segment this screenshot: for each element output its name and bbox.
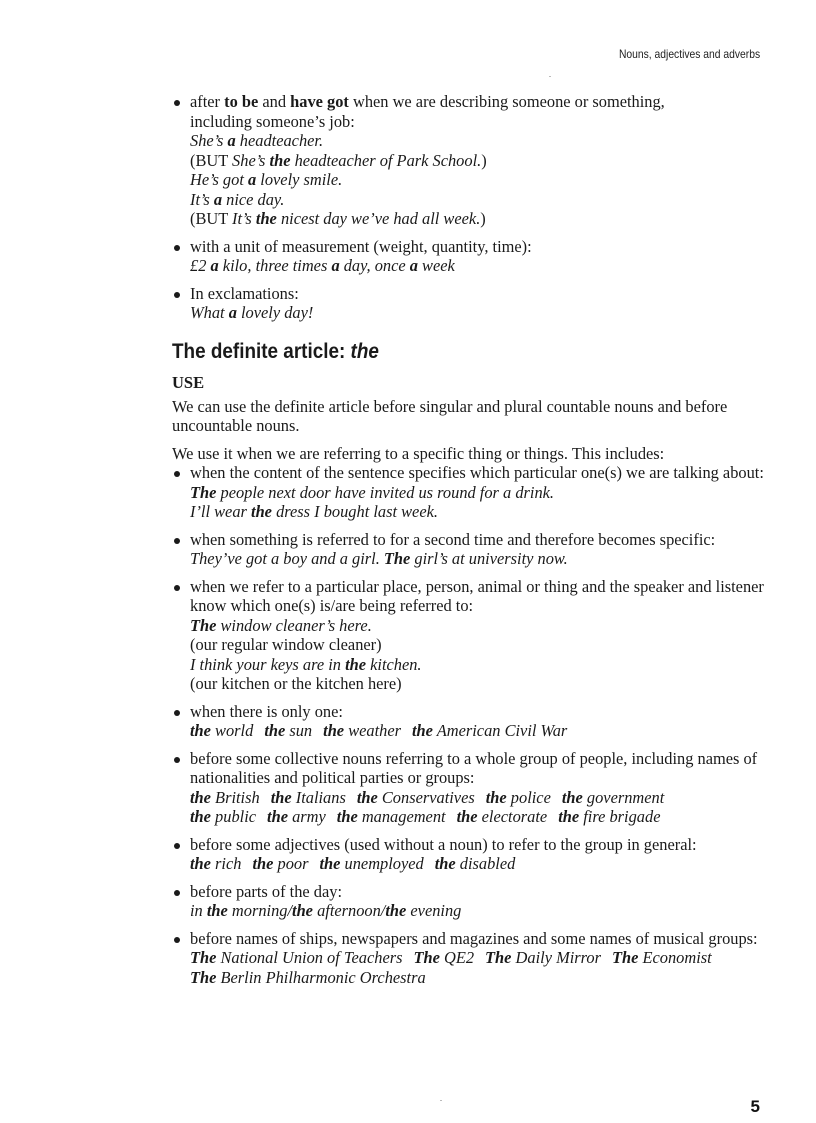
example-line	[190, 655, 768, 675]
text-run: when the content of the sentence specifies which particular one(s) we are talking about:	[190, 463, 764, 482]
example-line	[190, 721, 768, 741]
text-run: What	[190, 303, 229, 322]
example-note: (BUT	[190, 209, 233, 228]
article-emphasis: the	[336, 807, 358, 826]
text-run: headteacher of Park School.	[290, 150, 482, 170]
article-emphasis: a	[210, 256, 219, 275]
article-emphasis: the	[292, 901, 313, 920]
example-text	[190, 948, 712, 967]
bullet-item	[172, 463, 768, 522]
example-text	[190, 901, 461, 920]
rule-text	[190, 463, 768, 483]
text-run: British	[210, 787, 260, 807]
example-line	[190, 901, 768, 921]
text-run: after	[190, 92, 225, 111]
example-text	[190, 549, 568, 568]
page-number: 5	[750, 1097, 760, 1116]
bullet-item	[172, 284, 768, 323]
bullet-item	[172, 237, 768, 276]
article-emphasis: The	[383, 549, 411, 568]
article-emphasis: the	[252, 854, 274, 873]
example-line	[190, 948, 768, 968]
text-run: I’ll wear	[190, 502, 252, 521]
article-emphasis: the	[319, 854, 341, 873]
text-run: American Civil War	[432, 721, 568, 740]
example-text	[190, 788, 664, 807]
rule-text	[190, 882, 768, 902]
example-note: )	[481, 150, 487, 170]
text-run: lovely day!	[236, 303, 314, 322]
text-run: weather	[344, 721, 401, 740]
article-emphasis: the	[190, 854, 211, 873]
example-text	[232, 209, 480, 228]
section-heading-emph: the	[350, 339, 379, 363]
text-run: public	[210, 807, 257, 826]
example-text	[190, 721, 567, 740]
bullet-item	[172, 749, 768, 827]
text-run: She’s	[190, 131, 228, 150]
rule-text	[190, 237, 768, 257]
article-emphasis: a	[331, 256, 340, 275]
article-emphasis: the	[323, 721, 345, 740]
bullet-item	[172, 929, 768, 988]
text-run: National Union of Teachers	[216, 948, 403, 967]
text-run: when there is only one:	[190, 701, 343, 721]
rule-text	[190, 577, 768, 616]
article-emphasis: the	[206, 901, 228, 920]
article-emphasis: The	[190, 948, 217, 967]
article-emphasis: the	[269, 150, 291, 170]
section-heading-text: The definite article:	[172, 339, 351, 363]
example-note: )	[480, 209, 486, 228]
bullet-item	[172, 835, 768, 874]
text-run: day, once	[339, 256, 410, 275]
article-emphasis: the	[267, 807, 288, 826]
scan-speck	[440, 1100, 442, 1101]
example-line	[190, 303, 768, 323]
article-emphasis: the	[345, 654, 367, 674]
section-heading	[172, 339, 708, 363]
text-run: when we are describing someone or something,	[348, 92, 665, 111]
example-text	[190, 807, 660, 826]
article-emphasis: The	[413, 948, 440, 967]
example-text	[190, 483, 554, 502]
article-emphasis: a	[247, 170, 257, 189]
example-line	[190, 256, 768, 276]
example-text	[190, 616, 372, 635]
article-emphasis: the	[385, 901, 407, 920]
article-emphasis: a	[228, 303, 237, 322]
example-line	[190, 788, 768, 808]
text-run: unemployed	[340, 854, 424, 873]
text-run: girl’s at university now.	[410, 549, 568, 568]
example-text	[190, 655, 422, 674]
text-run: afternoon/	[312, 901, 386, 920]
text-run: nicest day we’ve had all week.	[276, 209, 481, 228]
example-note: (our regular window cleaner)	[190, 635, 382, 654]
example-line	[190, 616, 768, 636]
article-emphasis: the	[270, 787, 292, 807]
example-line	[190, 131, 768, 151]
article-emphasis: the	[412, 721, 433, 740]
text-run: morning/	[227, 901, 293, 920]
text-run: It’s	[190, 189, 214, 209]
text-run: evening	[406, 901, 462, 920]
text-run: when we refer to a particular place, person, animal or thing and the speaker and listener know which one(s) is/are being referred to:	[190, 576, 764, 615]
text-run: kitchen.	[366, 654, 422, 674]
article-emphasis: the	[434, 854, 456, 873]
example-line	[190, 170, 768, 190]
example-text	[190, 854, 515, 873]
example-text	[190, 131, 323, 150]
text-run: Daily Mirror	[511, 948, 601, 967]
example-text	[190, 502, 438, 521]
article-emphasis: the	[561, 787, 583, 807]
text-run: nice day.	[222, 189, 285, 209]
text-run: Berlin Philharmonic Orchestra	[216, 967, 426, 987]
article-emphasis: the	[251, 502, 272, 521]
text-run: including someone’s job:	[190, 111, 355, 131]
text-run: In exclamations:	[190, 283, 299, 303]
article-emphasis: to be	[224, 92, 259, 111]
intro-bullet-list	[172, 92, 768, 323]
page-content	[172, 92, 768, 995]
definite-bullet-list	[172, 463, 768, 987]
text-run: window cleaner’s here.	[216, 615, 372, 635]
text-run: people next door have invited us round for a drink.	[216, 482, 555, 502]
article-emphasis: a	[409, 256, 418, 275]
use-paragraph: We can use the definite article before singular and plural countable nouns and before uncountable nouns.	[172, 396, 728, 435]
text-run: disabled	[455, 854, 516, 873]
text-run: Italians	[291, 787, 346, 807]
example-text	[190, 170, 342, 189]
article-emphasis: the	[356, 787, 378, 807]
text-run: when something is referred to for a second time and therefore becomes specific:	[190, 529, 716, 549]
rule-text	[190, 929, 768, 949]
rule-text	[190, 702, 768, 722]
article-emphasis: The	[485, 948, 512, 967]
example-text	[190, 968, 426, 987]
example-line	[190, 549, 768, 569]
text-run: police	[506, 787, 551, 807]
text-run: and	[258, 92, 291, 111]
scan-speck	[549, 76, 551, 77]
bullet-item	[172, 530, 768, 569]
text-run: with a unit of measurement (weight, quantity, time):	[190, 236, 532, 256]
text-run: world	[210, 721, 254, 740]
text-run: in	[190, 901, 207, 920]
text-run: before some adjectives (used without a noun) to refer to the group in general:	[190, 834, 697, 854]
text-run: Economist	[638, 948, 712, 967]
example-line	[190, 190, 768, 210]
text-run: QE2	[439, 948, 475, 967]
text-run: electorate	[477, 807, 548, 826]
text-run: She’s	[232, 150, 270, 170]
article-emphasis: the	[456, 807, 478, 826]
text-run: sun	[285, 721, 313, 740]
text-run: before parts of the day:	[190, 881, 343, 901]
article-emphasis: the	[190, 807, 211, 826]
text-run: before names of ships, newspapers and magazines and some names of musical groups:	[190, 928, 758, 948]
text-run: government	[582, 787, 665, 807]
rule-text	[190, 112, 768, 132]
rule-text	[190, 530, 768, 550]
example-note: (our kitchen or the kitchen here)	[190, 674, 402, 693]
rule-text	[190, 284, 768, 304]
text-run: He’s got	[190, 170, 248, 189]
example-text	[190, 303, 313, 322]
bullet-item	[172, 92, 768, 229]
article-emphasis: the	[485, 787, 507, 807]
example-line	[190, 209, 768, 229]
article-emphasis: the	[190, 721, 211, 740]
article-emphasis: The	[190, 967, 217, 987]
article-emphasis: The	[190, 615, 217, 635]
text-run: They’ve got a boy and a girl.	[190, 549, 384, 568]
article-emphasis: The	[190, 482, 217, 502]
bullet-item	[172, 882, 768, 921]
text-run: army	[287, 807, 326, 826]
text-run: week	[417, 256, 455, 275]
example-note: (BUT	[190, 150, 233, 170]
text-run: It’s	[232, 209, 256, 228]
rule-text	[190, 749, 768, 788]
article-emphasis: the	[255, 209, 277, 228]
text-run: dress I bought last week.	[271, 502, 438, 521]
includes-paragraph: We use it when we are referring to a specific thing or things. This includes:	[172, 443, 665, 463]
article-emphasis: the	[190, 787, 211, 807]
article-emphasis: a	[227, 131, 236, 150]
text-run: Conservatives	[377, 787, 475, 807]
article-emphasis: The	[612, 948, 639, 967]
text-run: poor	[273, 854, 309, 873]
rule-text	[190, 92, 768, 112]
article-emphasis: the	[558, 807, 580, 826]
example-line	[190, 854, 768, 874]
rule-text	[190, 835, 768, 855]
example-line	[190, 151, 768, 171]
text-run: before some collective nouns referring to a whole group of people, including names of nationalities and political parties or groups:	[190, 748, 758, 787]
example-text	[190, 190, 284, 209]
text-run: lovely smile.	[256, 170, 343, 189]
bullet-item	[172, 702, 768, 741]
example-line	[190, 674, 768, 694]
article-emphasis: the	[264, 721, 286, 740]
text-run: kilo, three times	[218, 256, 332, 275]
article-emphasis: have got	[290, 92, 349, 111]
text-run: £2	[190, 256, 211, 275]
text-run: management	[357, 807, 446, 826]
article-emphasis: a	[213, 189, 223, 209]
example-text	[190, 256, 455, 275]
running-head: Nouns, adjectives and adverbs	[618, 47, 760, 61]
text-run: fire brigade	[579, 807, 661, 826]
text-run: I think your keys are in	[190, 654, 346, 674]
bullet-item	[172, 577, 768, 694]
example-text	[232, 151, 481, 170]
example-line	[190, 483, 768, 503]
text-run: headteacher.	[235, 131, 324, 150]
example-line	[190, 502, 768, 522]
example-line	[190, 968, 768, 988]
example-line	[190, 635, 768, 655]
use-label: USE	[172, 373, 205, 392]
text-run: rich	[210, 854, 242, 873]
example-line	[190, 807, 768, 827]
